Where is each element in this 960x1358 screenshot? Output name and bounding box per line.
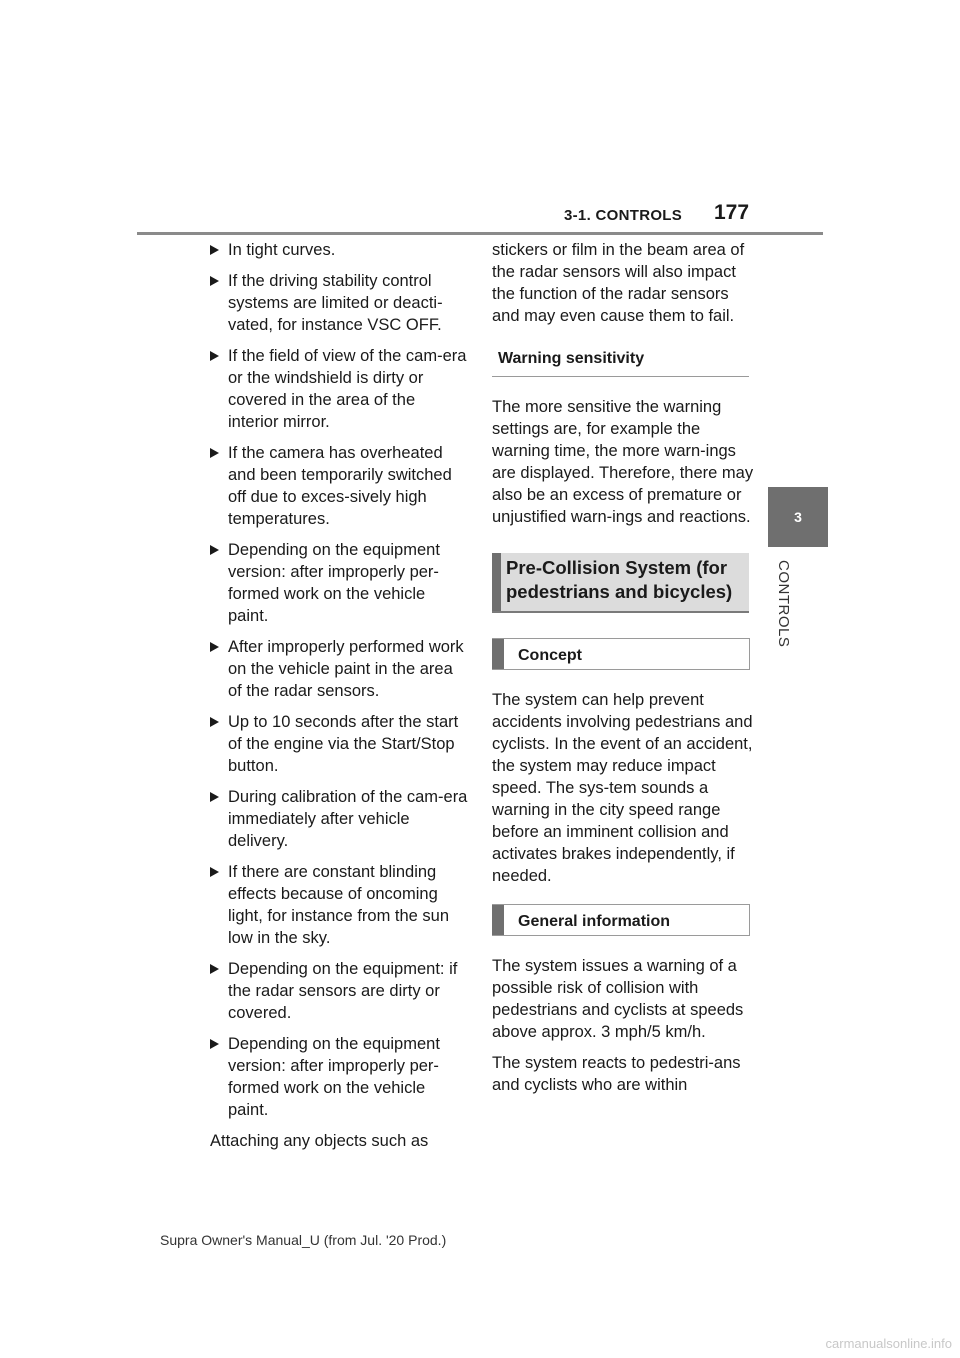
watermark: carmanualsonline.info xyxy=(825,1336,952,1351)
bullet-icon xyxy=(210,276,219,286)
body-paragraph: The system can help prevent accidents involving pedestrians and cyclists. In the event of an accident, the system may reduce impact speed. The sys-tem sounds a warning in the city speed range before an imminent collision and activates brakes independently, if needed. xyxy=(492,691,753,885)
subheading-general-information: General information xyxy=(492,904,750,936)
body-paragraph: The more sensitive the warning settings are, for example the warning time, the more warn-ings are displayed. Therefore, there may also be an excess of premature or unjustified warn-ings and reactions. xyxy=(492,398,754,526)
list-item: If the camera has overheated and been temporarily switched off due to exces-sively high temperatures. xyxy=(210,442,470,530)
list-item: After improperly performed work on the vehicle paint in the area of the radar sensors. xyxy=(210,636,470,702)
subheading-concept: Concept xyxy=(492,638,750,670)
bullet-icon xyxy=(210,642,219,652)
chapter-tab: 3 xyxy=(768,487,828,547)
list-item: Depending on the equipment: if the radar sensors are dirty or covered. xyxy=(210,958,470,1024)
list-item: During calibration of the cam-era immediately after vehicle delivery. xyxy=(210,786,470,852)
bullet-icon xyxy=(210,792,219,802)
list-item: Depending on the equipment version: after improperly per-formed work on the vehicle paint. xyxy=(210,1033,470,1121)
list-item: If the driving stability control systems are limited or deacti-vated, for instance VSC OFF. xyxy=(210,270,470,336)
body-paragraph: Attaching any objects such as xyxy=(210,1132,429,1150)
bullet-icon xyxy=(210,964,219,974)
list-item: If the field of view of the cam-era or the windshield is dirty or covered in the area of the interior mirror. xyxy=(210,345,470,433)
page-header xyxy=(0,0,960,240)
body-paragraph: The system issues a warning of a possible risk of collision with pedestrians and cyclists at speeds above approx. 3 mph/5 km/h. xyxy=(492,957,744,1041)
chapter-tab-label: CONTROLS xyxy=(775,560,792,648)
subheading-warning-sensitivity: Warning sensitivity xyxy=(492,343,749,377)
list-item: Depending on the equipment version: after improperly per-formed work on the vehicle paint. xyxy=(210,539,470,627)
header-rule xyxy=(137,232,823,235)
list-item: If there are constant blinding effects because of oncoming light, for instance from the sun low in the sky. xyxy=(210,861,470,949)
page-number: 177 xyxy=(714,201,750,224)
bullet-icon xyxy=(210,867,219,877)
list-item: In tight curves. xyxy=(210,239,470,261)
left-column xyxy=(210,239,470,1161)
bullet-icon xyxy=(210,448,219,458)
body-paragraph: stickers or film in the beam area of the radar sensors will also impact the function of the radar sensors and may even cause them to fail. xyxy=(492,241,745,325)
section-heading: Pre-Collision System (for pedestrians and bicycles) xyxy=(492,553,749,613)
bullet-icon xyxy=(210,351,219,361)
bullet-icon xyxy=(210,245,219,255)
list-item: Up to 10 seconds after the start of the engine via the Start/Stop button. xyxy=(210,711,470,777)
page-footer: Supra Owner's Manual_U (from Jul. '20 Prod.) xyxy=(160,1232,447,1248)
bullet-icon xyxy=(210,1039,219,1049)
bullet-icon xyxy=(210,545,219,555)
section-title: 3-1. CONTROLS xyxy=(564,207,683,224)
right-column xyxy=(492,239,754,1105)
bullet-icon xyxy=(210,717,219,727)
body-paragraph: The system reacts to pedestri-ans and cyclists who are within xyxy=(492,1054,741,1094)
